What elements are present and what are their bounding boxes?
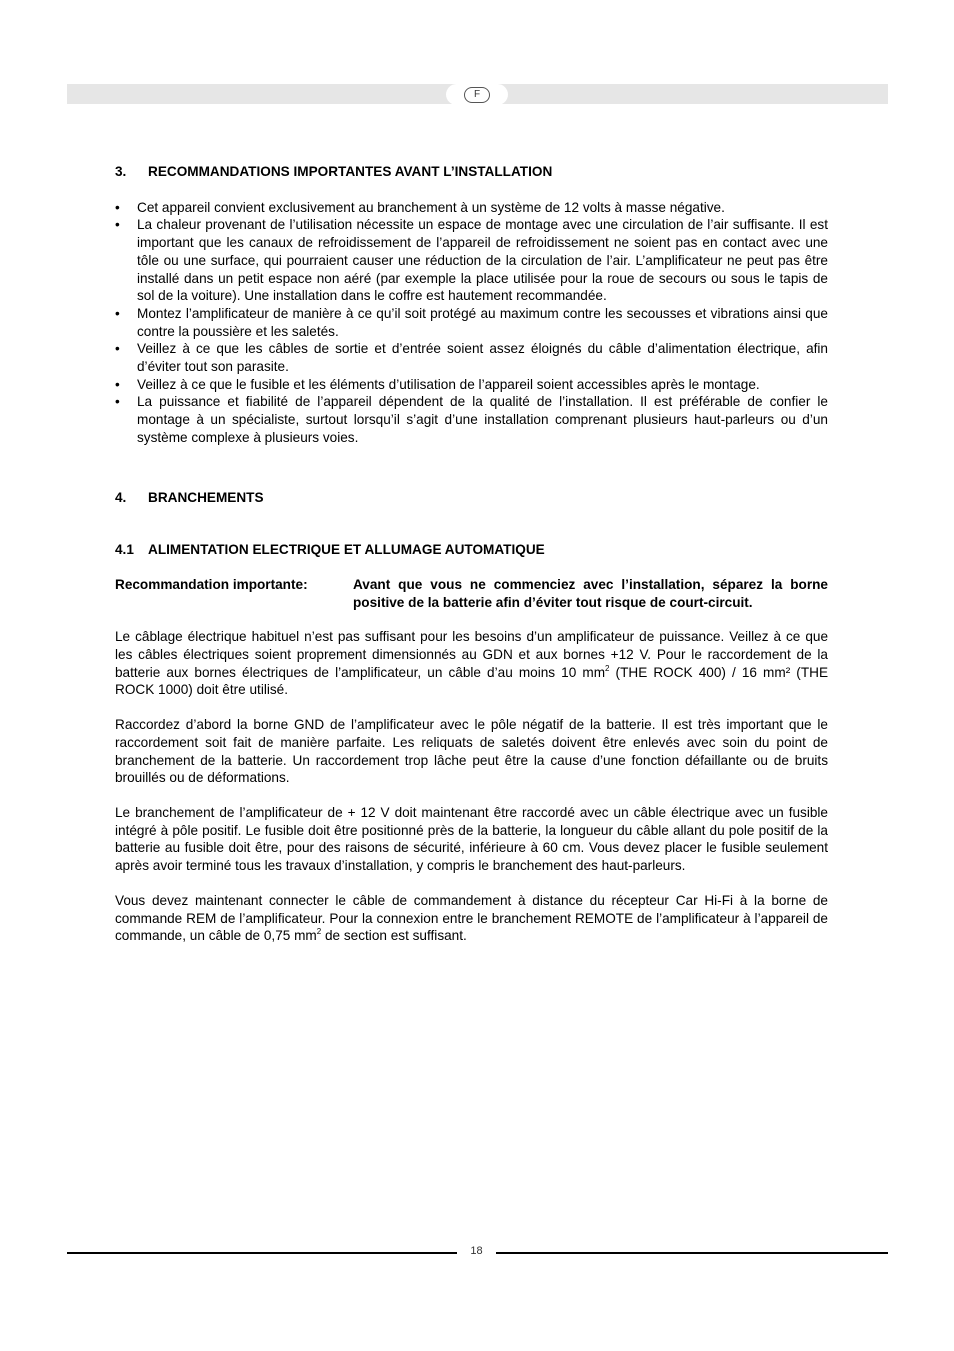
- recommendation-text: Avant que vous ne commenciez avec l’installation, séparez la borne positive de la batterie afin d’éviter tout risque de court-circuit.: [353, 576, 828, 610]
- section-number: 4.1: [115, 542, 134, 558]
- paragraph-cabling: [115, 628, 828, 699]
- superscript: 2: [605, 663, 610, 673]
- page-number: 18: [470, 1245, 483, 1257]
- important-recommendation: [115, 576, 828, 611]
- language-badge: F: [464, 87, 490, 103]
- paragraph-text: Le câblage électrique habituel n’est pas suffisant pour les besoins d’un amplificateur de puissance. Veillez à ce que les câbles électriques soient proprement dimensionnés au GDN et aux bornes +12 V. Pour le raccordement de la batterie aux bornes électriques de l’amplificateur, un câble d’au moins 10 mm: [115, 629, 828, 680]
- recommendations-list: [115, 199, 828, 447]
- footer-rule-right: [496, 1252, 888, 1254]
- footer-rule-left: [67, 1252, 457, 1254]
- list-item: • Veillez à ce que les câbles de sortie et d’entrée soient assez éloignés du câble d’alimentation électrique, afin d’éviter tout son parasite.: [115, 340, 828, 375]
- list-item: • Veillez à ce que le fusible et les éléments d’utilisation de l’appareil soient accessibles après le montage.: [115, 376, 828, 394]
- paragraph-text: Vous devez maintenant connecter le câble de commandement à distance du récepteur Car Hi-Fi à la borne de commande REM de l’amplificateur. Pour la connexion entre le branchement REMOTE de l’amplificateur à l’appareil de commande, un câble de 0,75 mm: [115, 892, 828, 944]
- list-item: • La chaleur provenant de l’utilisation nécessite un espace de montage avec une circulation de l’air suffisante. Il est important que les canaux de refroidissement de l’appareil de refroidissement ne soient pas en contact avec une tôle ou une surface, qui pourraient causer une réduction de la circulation de l’air. L’amplificateur ne peut pas être installé dans un petit espace non aéré (par exemple la place utilisée pour la roue de secours ou sous le tapis de sol de la voiture). Une installation dans le coffre est hautement recommandée.: [115, 216, 828, 305]
- list-item: • La puissance et fiabilité de l’appareil dépendent de la qualité de l’installation. Il est préférable de confier le montage à un spécialiste, surtout lorsqu’il s’agit d’une installation comprenant plusieurs haut-parleurs ou d’un système complexe à plusieurs voies.: [115, 393, 828, 446]
- paragraph-ground: Raccordez d’abord la borne GND de l’amplificateur avec le pôle négatif de la batterie. Il est très important que le raccordement soit fait de manière parfaite. Les reliquats de saletés doivent être enlevés avec soin du point de branchement de la batterie. Un raccordement trop lâche peut être la cause d’une fonction défaillante ou de bruits brouillés ou de déformations.: [115, 717, 828, 786]
- section-title: BRANCHEMENTS: [148, 489, 264, 505]
- recommendation-label: Recommandation importante:: [115, 576, 308, 592]
- list-item: • Montez l’amplificateur de manière à ce qu’il soit protégé au maximum contre les secousses et vibrations ainsi que contre la poussière et les saletés.: [115, 305, 828, 340]
- paragraph-fuse: Le branchement de l’amplificateur de + 12 V doit maintenant être raccordé avec un câble électrique avec un fusible intégré à pôle positif. Le fusible doit être positionné près de la batterie, la longueur du câble allant du pole positif de la batterie au fusible doit être, pour des raisons de sécurité, inférieure à 60 cm. Vous devez placer le fusible seulement après avoir terminé tous les travaux d’installation, y compris le branchement des haut-parleurs.: [115, 804, 828, 874]
- section-title: ALIMENTATION ELECTRIQUE ET ALLUMAGE AUTOMATIQUE: [148, 542, 545, 558]
- section-3-heading: [115, 163, 828, 181]
- section-number: 3.: [115, 164, 127, 179]
- paragraph-text: (THE ROCK 400) / 16 mm² (THE ROCK 1000) doit être utilisé.: [115, 664, 829, 698]
- paragraph-remote: [115, 892, 828, 945]
- paragraph-text: de section est suffisant.: [321, 928, 467, 944]
- page-content: [115, 163, 828, 945]
- list-item: • Cet appareil convient exclusivement au branchement à un système de 12 volts à masse négative.: [115, 199, 828, 217]
- superscript: 2: [316, 927, 322, 937]
- section-4-1-heading: [115, 541, 828, 559]
- section-4-heading: [115, 489, 828, 507]
- section-number: 4.: [115, 489, 127, 505]
- section-title: RECOMMANDATIONS IMPORTANTES AVANT L’INSTALLATION: [148, 164, 553, 179]
